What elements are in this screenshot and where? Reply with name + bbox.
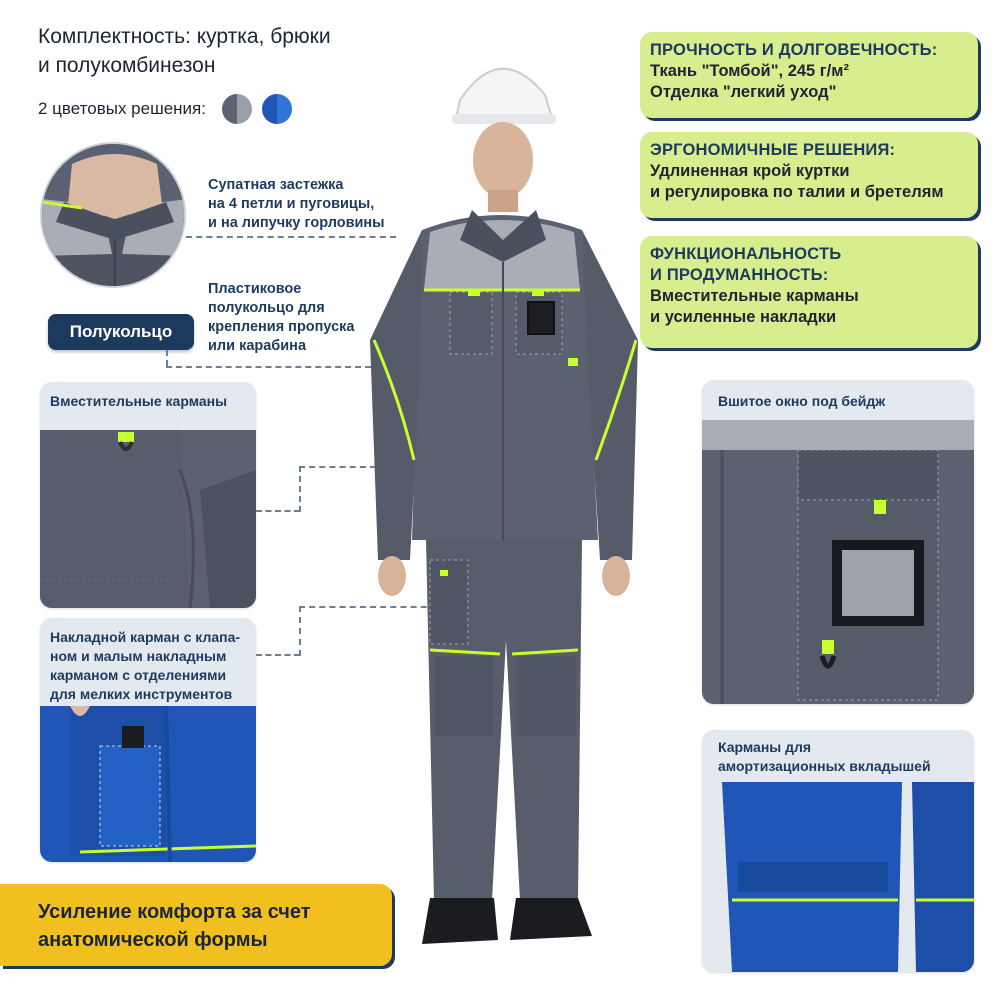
ring-callout-line-4: или карабина <box>208 338 307 354</box>
card-badge-window <box>702 380 974 704</box>
patch-label-line-4: для мелких инструментов <box>50 686 233 702</box>
swatch-blue[interactable] <box>262 94 292 124</box>
title-line-2: и полукомбинезон <box>38 54 216 77</box>
card-knee-pockets-label <box>718 738 931 776</box>
ring-callout-line-1: Пластиковое <box>208 281 302 297</box>
panel-durability <box>640 32 978 118</box>
comfort-banner-line-2: анатомической формы <box>38 929 268 951</box>
knee-label-line-1: Карманы для <box>718 739 812 755</box>
badge-window-illustration <box>702 420 974 704</box>
card-patch-pocket-label <box>50 628 240 704</box>
panel-functionality-heading-1: ФУНКЦИОНАЛЬНОСТЬ <box>650 245 842 263</box>
panel-functionality-line-2: и усиленные накладки <box>650 308 837 326</box>
patch-leader-2 <box>299 606 301 656</box>
panel-durability-heading: ПРОЧНОСТЬ И ДОЛГОВЕЧНОСТЬ: <box>650 41 938 59</box>
pockets-illustration <box>40 430 256 608</box>
collar-callout-line-3: и на липучку горловины <box>208 215 385 231</box>
title-line-1: Комплектность: куртка, брюки <box>38 25 331 48</box>
patch-pocket-photo <box>40 706 256 862</box>
patch-label-line-2: ном и малым накладным <box>50 648 227 664</box>
card-badge-window-label: Вшитое окно под бейдж <box>718 393 886 409</box>
card-knee-pockets <box>702 730 974 972</box>
pockets-leader-2 <box>299 466 301 512</box>
knee-label-line-2: амортизационных вкладышей <box>718 758 931 774</box>
pockets-photo <box>40 430 256 608</box>
ring-badge: Полукольцо <box>48 314 194 350</box>
ring-leader-vertical <box>166 350 168 366</box>
card-pockets-label: Вместительные карманы <box>50 393 228 409</box>
collar-closeup-photo <box>40 142 186 288</box>
color-options <box>38 94 292 124</box>
panel-durability-line-1: Ткань "Томбой", 245 г/м² <box>650 62 849 80</box>
collar-callout-line-1: Супатная застежка <box>208 177 344 193</box>
patch-leader-1 <box>256 654 300 656</box>
pockets-leader-1 <box>256 510 300 512</box>
comfort-banner <box>0 884 392 966</box>
ring-callout-line-3: крепления пропуска <box>208 319 355 335</box>
colors-label: 2 цветовых решения: <box>38 99 206 118</box>
swatch-grey[interactable] <box>222 94 252 124</box>
badge-window-photo <box>702 420 974 704</box>
panel-durability-line-2: Отделка "легкий уход" <box>650 83 837 101</box>
patch-label-line-3: карманом с отделениями <box>50 667 227 683</box>
comfort-banner-line-1: Усиление комфорта за счет <box>38 901 311 923</box>
card-patch-pocket <box>40 618 256 862</box>
model-workwear-figure <box>360 40 660 960</box>
collar-callout-line-2: на 4 петли и пуговицы, <box>208 196 375 212</box>
ring-callout-line-2: полукольцо для <box>208 300 325 316</box>
patch-label-line-1: Накладной карман с клапа- <box>50 629 241 645</box>
knee-pockets-illustration <box>702 782 974 972</box>
panel-functionality-line-1: Вместительные карманы <box>650 287 859 305</box>
panel-functionality <box>640 236 978 348</box>
collar-callout <box>208 176 385 233</box>
panel-ergonomics-heading: ЭРГОНОМИЧНЫЕ РЕШЕНИЯ: <box>650 141 896 159</box>
ring-callout <box>208 280 355 356</box>
panel-functionality-heading-2: И ПРОДУМАННОСТЬ: <box>650 266 829 284</box>
panel-ergonomics-line-2: и регулировка по талии и бретелям <box>650 183 944 201</box>
knee-pockets-photo <box>702 782 974 972</box>
collar-illustration <box>42 144 186 288</box>
patch-pocket-illustration <box>40 706 256 862</box>
panel-ergonomics <box>640 132 978 218</box>
panel-ergonomics-line-1: Удлиненная крой куртки <box>650 162 850 180</box>
card-pockets <box>40 382 256 608</box>
